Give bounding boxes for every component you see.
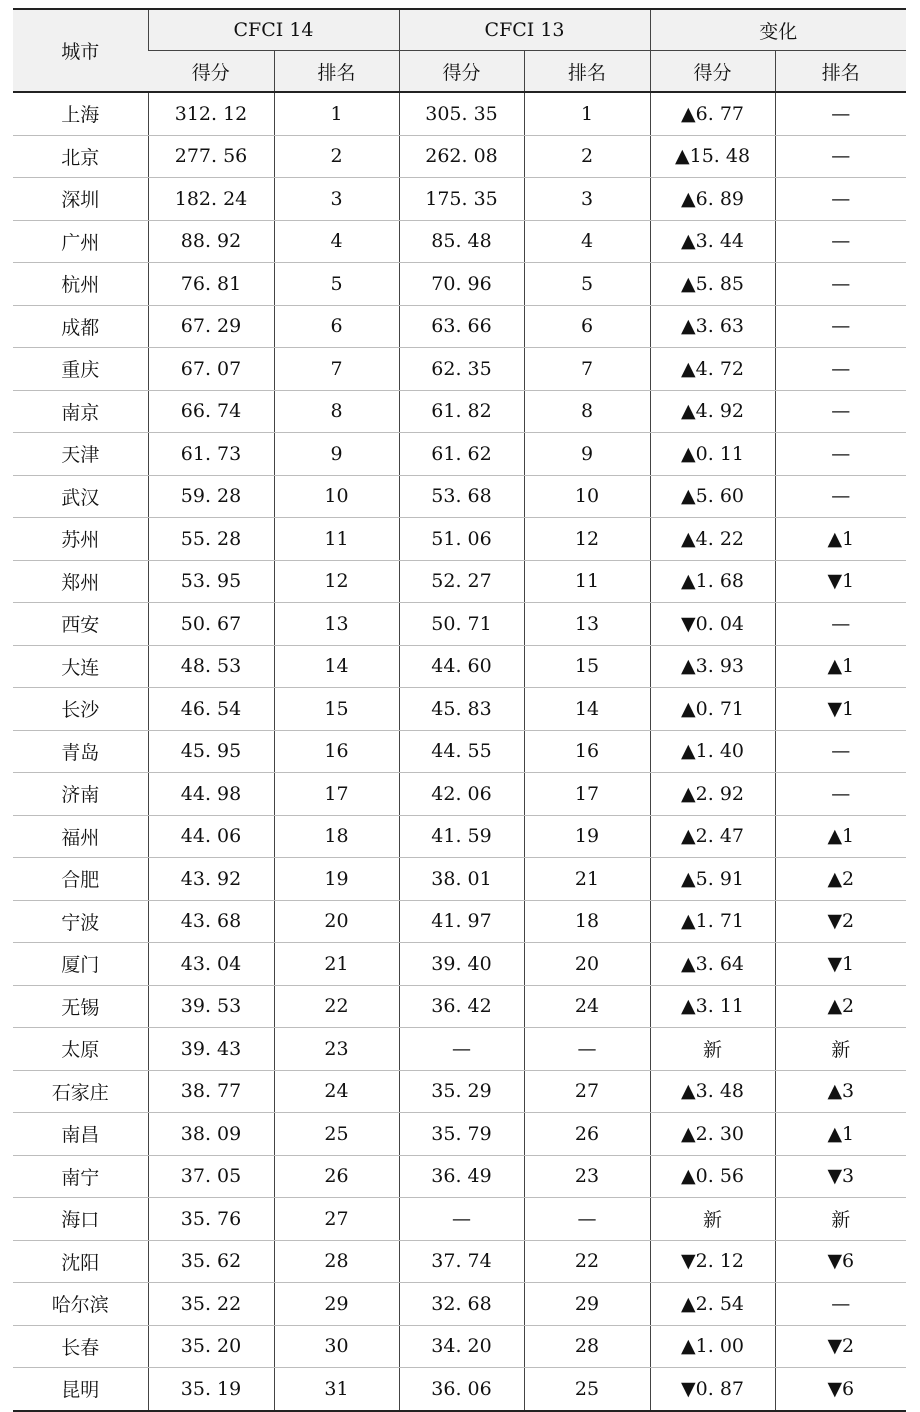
- city-column-header: 城市: [13, 9, 148, 92]
- sub-header-cfci14-rank: 排名: [274, 51, 399, 93]
- change-score-cell: ▲2. 30: [650, 1113, 775, 1156]
- cfci14-rank-cell: 3: [274, 178, 399, 221]
- cfci13-rank-cell: 22: [524, 1240, 650, 1283]
- cfci13-rank-cell: 13: [524, 603, 650, 646]
- cfci14-score-cell: 43. 04: [148, 943, 274, 986]
- cfci14-rank-cell: 30: [274, 1325, 399, 1368]
- change-rank-cell: —: [775, 92, 906, 135]
- cfci14-score-cell: 59. 28: [148, 475, 274, 518]
- table-row: [13, 730, 906, 773]
- table-row: [13, 773, 906, 816]
- cfci14-score-cell: 39. 43: [148, 1028, 274, 1071]
- cfci14-rank-cell: 4: [274, 220, 399, 263]
- city-cell: 武汉: [13, 475, 148, 518]
- change-rank-cell: ▲1: [775, 1113, 906, 1156]
- city-cell: 昆明: [13, 1368, 148, 1411]
- cfci14-rank-cell: 28: [274, 1240, 399, 1283]
- change-score-cell: ▲1. 40: [650, 730, 775, 773]
- cfci13-score-cell: 175. 35: [399, 178, 524, 221]
- group-header-cfci14: CFCI 14: [148, 9, 399, 51]
- cfci14-score-cell: 38. 77: [148, 1070, 274, 1113]
- cfci13-score-cell: 34. 20: [399, 1325, 524, 1368]
- cfci13-rank-cell: 24: [524, 985, 650, 1028]
- cfci13-rank-cell: 26: [524, 1113, 650, 1156]
- change-rank-cell: 新: [775, 1028, 906, 1071]
- change-score-cell: ▼2. 12: [650, 1240, 775, 1283]
- change-score-cell: ▲3. 93: [650, 645, 775, 688]
- change-rank-cell: —: [775, 730, 906, 773]
- table-container: [13, 8, 906, 1412]
- table-row: [13, 1070, 906, 1113]
- cfci14-score-cell: 35. 19: [148, 1368, 274, 1411]
- table-row: [13, 305, 906, 348]
- city-cell: 北京: [13, 135, 148, 178]
- cfci14-rank-cell: 31: [274, 1368, 399, 1411]
- cfci14-rank-cell: 21: [274, 943, 399, 986]
- table-row: [13, 92, 906, 135]
- table-row: [13, 178, 906, 221]
- cfci13-rank-cell: 14: [524, 688, 650, 731]
- city-cell: 苏州: [13, 518, 148, 561]
- cfci14-score-cell: 38. 09: [148, 1113, 274, 1156]
- table-row: [13, 1198, 906, 1241]
- change-score-cell: ▲5. 85: [650, 263, 775, 306]
- change-score-cell: ▲4. 72: [650, 348, 775, 391]
- cfci14-rank-cell: 5: [274, 263, 399, 306]
- change-rank-cell: —: [775, 475, 906, 518]
- cfci13-score-cell: 36. 42: [399, 985, 524, 1028]
- change-score-cell: ▲6. 77: [650, 92, 775, 135]
- cfci13-rank-cell: 18: [524, 900, 650, 943]
- cfci13-rank-cell: 6: [524, 305, 650, 348]
- change-rank-cell: —: [775, 135, 906, 178]
- cfci14-score-cell: 277. 56: [148, 135, 274, 178]
- cfci14-score-cell: 35. 76: [148, 1198, 274, 1241]
- change-score-cell: ▲3. 44: [650, 220, 775, 263]
- change-score-cell: ▲2. 54: [650, 1283, 775, 1326]
- change-score-cell: ▲2. 92: [650, 773, 775, 816]
- change-rank-cell: ▼6: [775, 1240, 906, 1283]
- cfci13-score-cell: 70. 96: [399, 263, 524, 306]
- city-cell: 哈尔滨: [13, 1283, 148, 1326]
- change-rank-cell: —: [775, 178, 906, 221]
- cfci14-score-cell: 88. 92: [148, 220, 274, 263]
- cfci14-rank-cell: 2: [274, 135, 399, 178]
- city-cell: 重庆: [13, 348, 148, 391]
- change-rank-cell: —: [775, 603, 906, 646]
- city-cell: 厦门: [13, 943, 148, 986]
- cfci14-score-cell: 66. 74: [148, 390, 274, 433]
- cfci14-rank-cell: 22: [274, 985, 399, 1028]
- cfci14-rank-cell: 12: [274, 560, 399, 603]
- cfci13-rank-cell: 16: [524, 730, 650, 773]
- city-cell: 宁波: [13, 900, 148, 943]
- cfci14-rank-cell: 27: [274, 1198, 399, 1241]
- city-cell: 合肥: [13, 858, 148, 901]
- table-row: [13, 1113, 906, 1156]
- city-cell: 广州: [13, 220, 148, 263]
- city-cell: 南京: [13, 390, 148, 433]
- change-rank-cell: ▲2: [775, 985, 906, 1028]
- change-rank-cell: ▲2: [775, 858, 906, 901]
- change-score-cell: ▲1. 00: [650, 1325, 775, 1368]
- cfci13-score-cell: 35. 79: [399, 1113, 524, 1156]
- city-cell: 西安: [13, 603, 148, 646]
- cfci13-score-cell: 305. 35: [399, 92, 524, 135]
- cfci13-score-cell: 38. 01: [399, 858, 524, 901]
- change-score-cell: ▲3. 63: [650, 305, 775, 348]
- table-row: [13, 985, 906, 1028]
- city-cell: 沈阳: [13, 1240, 148, 1283]
- cfci14-rank-cell: 8: [274, 390, 399, 433]
- cfci13-score-cell: 36. 06: [399, 1368, 524, 1411]
- cfci14-rank-cell: 9: [274, 433, 399, 476]
- cfci13-rank-cell: 17: [524, 773, 650, 816]
- city-cell: 成都: [13, 305, 148, 348]
- table-row: [13, 858, 906, 901]
- change-score-cell: ▲3. 11: [650, 985, 775, 1028]
- change-rank-cell: —: [775, 220, 906, 263]
- cfci13-score-cell: 50. 71: [399, 603, 524, 646]
- cfci14-rank-cell: 25: [274, 1113, 399, 1156]
- cfci13-score-cell: 44. 60: [399, 645, 524, 688]
- cfci13-score-cell: 32. 68: [399, 1283, 524, 1326]
- city-cell: 深圳: [13, 178, 148, 221]
- city-cell: 太原: [13, 1028, 148, 1071]
- cfci13-score-cell: 52. 27: [399, 560, 524, 603]
- cfci13-score-cell: 41. 59: [399, 815, 524, 858]
- cfci13-rank-cell: 19: [524, 815, 650, 858]
- change-score-cell: ▲3. 64: [650, 943, 775, 986]
- cfci14-rank-cell: 24: [274, 1070, 399, 1113]
- cfci14-score-cell: 46. 54: [148, 688, 274, 731]
- table-row: [13, 433, 906, 476]
- table-row: [13, 900, 906, 943]
- change-score-cell: ▲5. 91: [650, 858, 775, 901]
- change-rank-cell: ▼3: [775, 1155, 906, 1198]
- change-score-cell: 新: [650, 1198, 775, 1241]
- change-score-cell: ▲0. 56: [650, 1155, 775, 1198]
- cfci14-score-cell: 53. 95: [148, 560, 274, 603]
- change-score-cell: ▲5. 60: [650, 475, 775, 518]
- table-row: [13, 560, 906, 603]
- table-row: [13, 475, 906, 518]
- change-rank-cell: —: [775, 305, 906, 348]
- change-score-cell: ▲1. 71: [650, 900, 775, 943]
- city-cell: 南宁: [13, 1155, 148, 1198]
- cfci13-score-cell: 85. 48: [399, 220, 524, 263]
- change-rank-cell: ▼6: [775, 1368, 906, 1411]
- cfci13-rank-cell: 27: [524, 1070, 650, 1113]
- cfci13-score-cell: 51. 06: [399, 518, 524, 561]
- cfci14-rank-cell: 10: [274, 475, 399, 518]
- cfci13-rank-cell: 7: [524, 348, 650, 391]
- cfci13-rank-cell: 2: [524, 135, 650, 178]
- sub-header-cfci13-score: 得分: [399, 51, 524, 93]
- table-body: [13, 92, 906, 1411]
- cfci13-rank-cell: 9: [524, 433, 650, 476]
- cfci13-score-cell: 262. 08: [399, 135, 524, 178]
- sub-header-change-score: 得分: [650, 51, 775, 93]
- cfci13-rank-cell: 29: [524, 1283, 650, 1326]
- cfci14-score-cell: 44. 98: [148, 773, 274, 816]
- table-row: [13, 220, 906, 263]
- cfci13-score-cell: 63. 66: [399, 305, 524, 348]
- cfci13-rank-cell: —: [524, 1028, 650, 1071]
- change-score-cell: ▲3. 48: [650, 1070, 775, 1113]
- change-rank-cell: —: [775, 1283, 906, 1326]
- change-rank-cell: —: [775, 390, 906, 433]
- table-row: [13, 603, 906, 646]
- table-row: [13, 815, 906, 858]
- group-header-cfci13: CFCI 13: [399, 9, 650, 51]
- cfci14-rank-cell: 7: [274, 348, 399, 391]
- table-row: [13, 688, 906, 731]
- city-cell: 无锡: [13, 985, 148, 1028]
- city-cell: 石家庄: [13, 1070, 148, 1113]
- change-rank-cell: —: [775, 348, 906, 391]
- sub-header-cfci14-score: 得分: [148, 51, 274, 93]
- change-rank-cell: ▼1: [775, 560, 906, 603]
- cfci13-score-cell: 61. 82: [399, 390, 524, 433]
- cfci13-rank-cell: 20: [524, 943, 650, 986]
- cfci13-score-cell: 62. 35: [399, 348, 524, 391]
- cfci14-score-cell: 45. 95: [148, 730, 274, 773]
- cfci13-score-cell: 37. 74: [399, 1240, 524, 1283]
- city-cell: 大连: [13, 645, 148, 688]
- cfci13-rank-cell: 21: [524, 858, 650, 901]
- cfci13-score-cell: 53. 68: [399, 475, 524, 518]
- cfci13-score-cell: 36. 49: [399, 1155, 524, 1198]
- cfci14-rank-cell: 11: [274, 518, 399, 561]
- change-score-cell: ▲4. 22: [650, 518, 775, 561]
- cfci14-rank-cell: 17: [274, 773, 399, 816]
- city-cell: 郑州: [13, 560, 148, 603]
- cfci14-score-cell: 48. 53: [148, 645, 274, 688]
- change-rank-cell: 新: [775, 1198, 906, 1241]
- cfci13-rank-cell: 28: [524, 1325, 650, 1368]
- cfci14-score-cell: 312. 12: [148, 92, 274, 135]
- cfci14-rank-cell: 15: [274, 688, 399, 731]
- table-row: [13, 645, 906, 688]
- cfci13-score-cell: —: [399, 1198, 524, 1241]
- city-cell: 海口: [13, 1198, 148, 1241]
- cfci14-rank-cell: 18: [274, 815, 399, 858]
- cfci13-score-cell: 44. 55: [399, 730, 524, 773]
- cfci14-rank-cell: 20: [274, 900, 399, 943]
- change-rank-cell: ▲1: [775, 815, 906, 858]
- change-rank-cell: ▲3: [775, 1070, 906, 1113]
- table-header: [13, 9, 906, 92]
- cfci13-score-cell: —: [399, 1028, 524, 1071]
- table-row: [13, 135, 906, 178]
- change-score-cell: ▲15. 48: [650, 135, 775, 178]
- change-rank-cell: ▼2: [775, 1325, 906, 1368]
- cfci14-score-cell: 67. 07: [148, 348, 274, 391]
- cfci14-rank-cell: 6: [274, 305, 399, 348]
- cfci14-score-cell: 55. 28: [148, 518, 274, 561]
- change-score-cell: ▲2. 47: [650, 815, 775, 858]
- cfci13-rank-cell: —: [524, 1198, 650, 1241]
- city-cell: 上海: [13, 92, 148, 135]
- city-cell: 长春: [13, 1325, 148, 1368]
- cfci13-rank-cell: 5: [524, 263, 650, 306]
- table-row: [13, 943, 906, 986]
- city-cell: 济南: [13, 773, 148, 816]
- table-row: [13, 1325, 906, 1368]
- cfci13-rank-cell: 10: [524, 475, 650, 518]
- city-cell: 福州: [13, 815, 148, 858]
- change-rank-cell: ▲1: [775, 518, 906, 561]
- cfci13-rank-cell: 25: [524, 1368, 650, 1411]
- table-row: [13, 1240, 906, 1283]
- table-row: [13, 1368, 906, 1411]
- change-score-cell: ▲0. 71: [650, 688, 775, 731]
- city-cell: 南昌: [13, 1113, 148, 1156]
- cfci14-rank-cell: 29: [274, 1283, 399, 1326]
- cfci14-rank-cell: 19: [274, 858, 399, 901]
- table-row: [13, 518, 906, 561]
- table-row: [13, 390, 906, 433]
- city-cell: 天津: [13, 433, 148, 476]
- table-row: [13, 348, 906, 391]
- cfci14-score-cell: 67. 29: [148, 305, 274, 348]
- change-rank-cell: ▲1: [775, 645, 906, 688]
- cfci14-score-cell: 182. 24: [148, 178, 274, 221]
- cfci13-rank-cell: 12: [524, 518, 650, 561]
- sub-header-change-rank: 排名: [775, 51, 906, 93]
- cfci14-score-cell: 61. 73: [148, 433, 274, 476]
- change-rank-cell: ▼1: [775, 943, 906, 986]
- cfci13-score-cell: 42. 06: [399, 773, 524, 816]
- cfci14-score-cell: 50. 67: [148, 603, 274, 646]
- cfci14-score-cell: 35. 20: [148, 1325, 274, 1368]
- table-row: [13, 263, 906, 306]
- change-score-cell: ▲4. 92: [650, 390, 775, 433]
- change-score-cell: ▼0. 04: [650, 603, 775, 646]
- cfci14-rank-cell: 16: [274, 730, 399, 773]
- city-cell: 长沙: [13, 688, 148, 731]
- cfci14-score-cell: 43. 68: [148, 900, 274, 943]
- change-score-cell: ▼0. 87: [650, 1368, 775, 1411]
- group-header-change: 变化: [650, 9, 906, 51]
- city-cell: 青岛: [13, 730, 148, 773]
- cfci13-rank-cell: 23: [524, 1155, 650, 1198]
- cfci14-score-cell: 76. 81: [148, 263, 274, 306]
- cfci13-rank-cell: 4: [524, 220, 650, 263]
- cfci13-rank-cell: 8: [524, 390, 650, 433]
- cfci13-score-cell: 45. 83: [399, 688, 524, 731]
- city-cell: 杭州: [13, 263, 148, 306]
- cfci13-score-cell: 39. 40: [399, 943, 524, 986]
- change-rank-cell: —: [775, 773, 906, 816]
- cfci13-rank-cell: 15: [524, 645, 650, 688]
- cfci14-rank-cell: 26: [274, 1155, 399, 1198]
- cfci14-score-cell: 35. 62: [148, 1240, 274, 1283]
- cfci13-rank-cell: 3: [524, 178, 650, 221]
- cfci14-score-cell: 43. 92: [148, 858, 274, 901]
- cfci-ranking-table: [13, 8, 906, 1412]
- cfci13-score-cell: 61. 62: [399, 433, 524, 476]
- cfci14-score-cell: 35. 22: [148, 1283, 274, 1326]
- change-rank-cell: —: [775, 433, 906, 476]
- cfci14-rank-cell: 13: [274, 603, 399, 646]
- cfci14-rank-cell: 14: [274, 645, 399, 688]
- cfci14-score-cell: 44. 06: [148, 815, 274, 858]
- cfci13-score-cell: 41. 97: [399, 900, 524, 943]
- change-score-cell: 新: [650, 1028, 775, 1071]
- cfci14-rank-cell: 23: [274, 1028, 399, 1071]
- cfci14-rank-cell: 1: [274, 92, 399, 135]
- change-rank-cell: ▼2: [775, 900, 906, 943]
- change-score-cell: ▲6. 89: [650, 178, 775, 221]
- change-score-cell: ▲1. 68: [650, 560, 775, 603]
- change-score-cell: ▲0. 11: [650, 433, 775, 476]
- table-row: [13, 1283, 906, 1326]
- sub-header-cfci13-rank: 排名: [524, 51, 650, 93]
- cfci13-score-cell: 35. 29: [399, 1070, 524, 1113]
- cfci13-rank-cell: 1: [524, 92, 650, 135]
- change-rank-cell: ▼1: [775, 688, 906, 731]
- table-row: [13, 1155, 906, 1198]
- table-row: [13, 1028, 906, 1071]
- change-rank-cell: —: [775, 263, 906, 306]
- cfci14-score-cell: 39. 53: [148, 985, 274, 1028]
- cfci13-rank-cell: 11: [524, 560, 650, 603]
- cfci14-score-cell: 37. 05: [148, 1155, 274, 1198]
